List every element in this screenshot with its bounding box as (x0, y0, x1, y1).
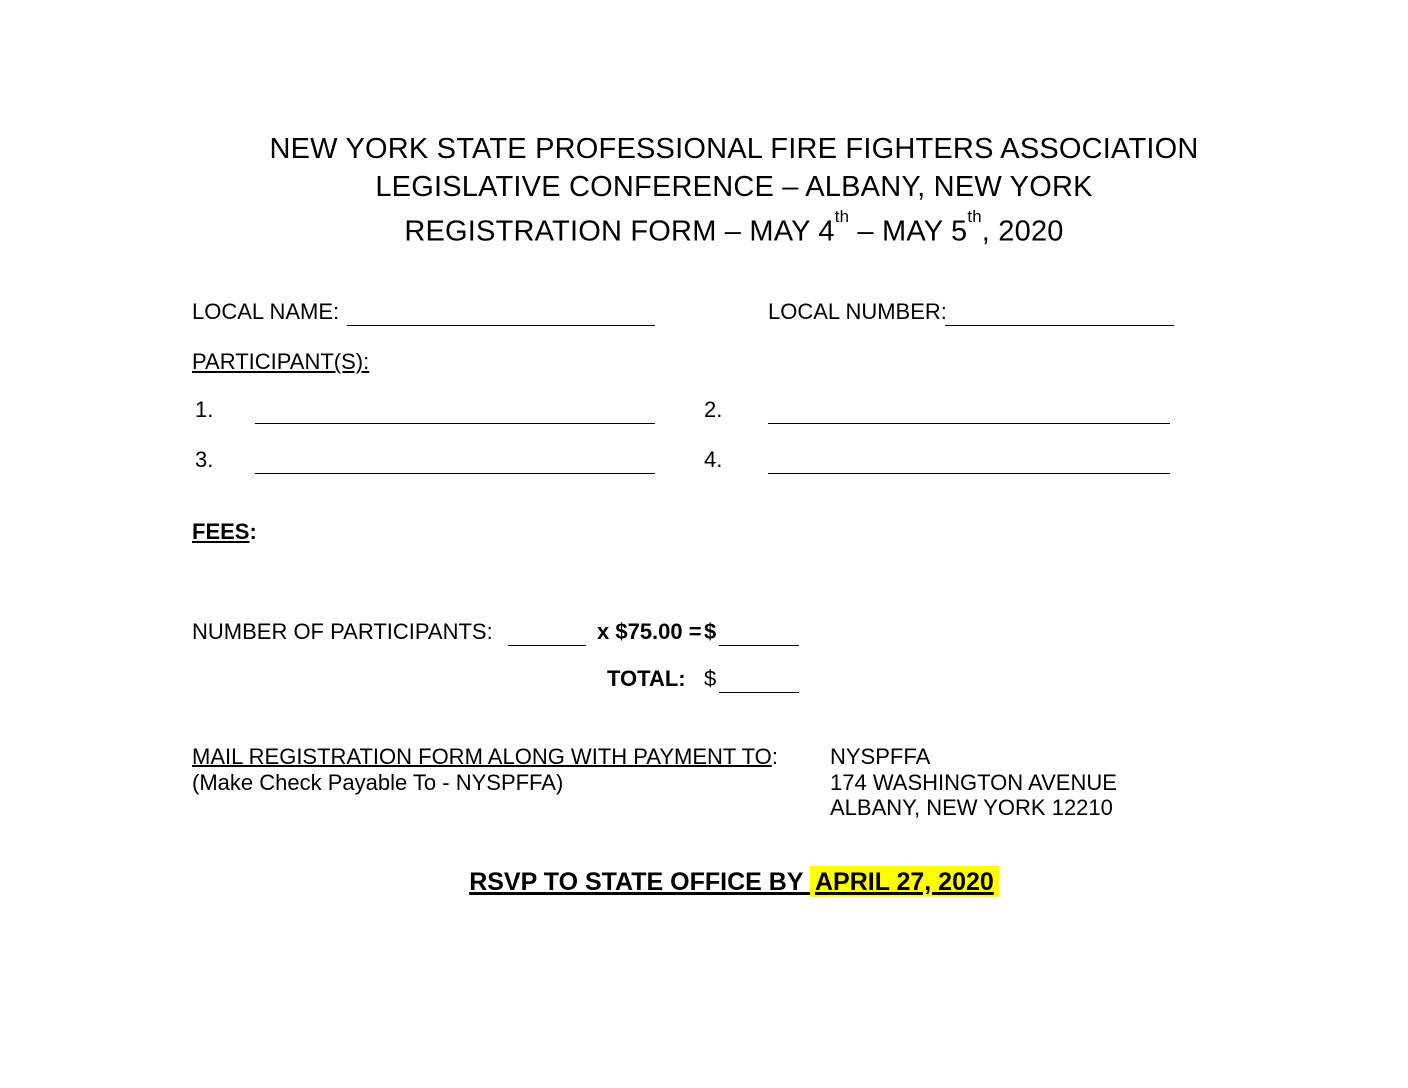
total-amount-blank (719, 666, 799, 693)
check-payable-note: (Make Check Payable To - NYSPFFA) (192, 769, 564, 795)
ordinal-suffix: th (967, 206, 982, 226)
ordinal-suffix: th (834, 206, 850, 226)
mail-instruction-colon: : (771, 744, 778, 769)
fees-heading-colon: : (249, 519, 257, 544)
participant-row (192, 397, 1276, 425)
address-street: 174 WASHINGTON AVENUE (830, 769, 1117, 795)
mailing-address (830, 744, 1117, 821)
title-line-3 (192, 206, 1276, 251)
rsvp-prefix: RSVP TO STATE OFFICE BY (469, 868, 810, 896)
fees-heading-text: FEES (192, 519, 250, 544)
local-number-label: LOCAL NUMBER: (768, 299, 947, 324)
document-title (192, 131, 1276, 251)
participant-number-4: 4. (704, 447, 723, 472)
participants-heading: PARTICIPANT(S): (192, 349, 370, 374)
participant-row (192, 447, 1276, 475)
number-of-participants-label: NUMBER OF PARTICIPANTS: (192, 619, 493, 644)
participant-number-1: 1. (195, 397, 214, 422)
page-content (192, 0, 1276, 1088)
total-label: TOTAL: (607, 666, 686, 691)
participant-blank-1 (255, 397, 655, 424)
local-name-label: LOCAL NAME: (192, 299, 340, 324)
fee-dollar-sign: $ (704, 619, 717, 644)
participant-number-3: 3. (195, 447, 214, 472)
participant-number-2: 2. (704, 397, 723, 422)
mailing-section (192, 744, 1276, 824)
local-info-row (192, 299, 1276, 327)
local-number-blank (945, 299, 1174, 326)
rsvp-date-highlighted: APRIL 27, 2020 (810, 866, 999, 897)
participant-count-blank (508, 619, 586, 646)
participant-blank-4 (768, 447, 1170, 474)
title-line-3-mid: – MAY 5 (849, 215, 968, 248)
title-line-3-suffix: , 2020 (981, 215, 1064, 248)
total-line (192, 666, 1276, 694)
title-line-3-prefix: REGISTRATION FORM – MAY 4 (404, 215, 835, 248)
total-dollar-sign: $ (704, 666, 717, 691)
participant-blank-3 (255, 447, 655, 474)
local-name-blank (347, 299, 655, 326)
fee-amount-blank (719, 619, 799, 646)
title-line-1: NEW YORK STATE PROFESSIONAL FIRE FIGHTERS ASSOCIATION (269, 133, 1199, 165)
fee-rate-text: x $75.00 = (597, 619, 702, 644)
participant-blank-2 (768, 397, 1170, 424)
address-recipient: NYSPFFA (830, 744, 931, 769)
title-line-2: LEGISLATIVE CONFERENCE – ALBANY, NEW YORK (375, 170, 1093, 203)
rsvp-line (192, 868, 1276, 897)
rsvp-text (469, 866, 999, 897)
mail-instruction-text: MAIL REGISTRATION FORM ALONG WITH PAYMENT TO (192, 744, 772, 769)
fees-heading (192, 519, 1276, 547)
fee-calculation-line (192, 619, 1276, 647)
address-city: ALBANY, NEW YORK 12210 (830, 795, 1113, 820)
